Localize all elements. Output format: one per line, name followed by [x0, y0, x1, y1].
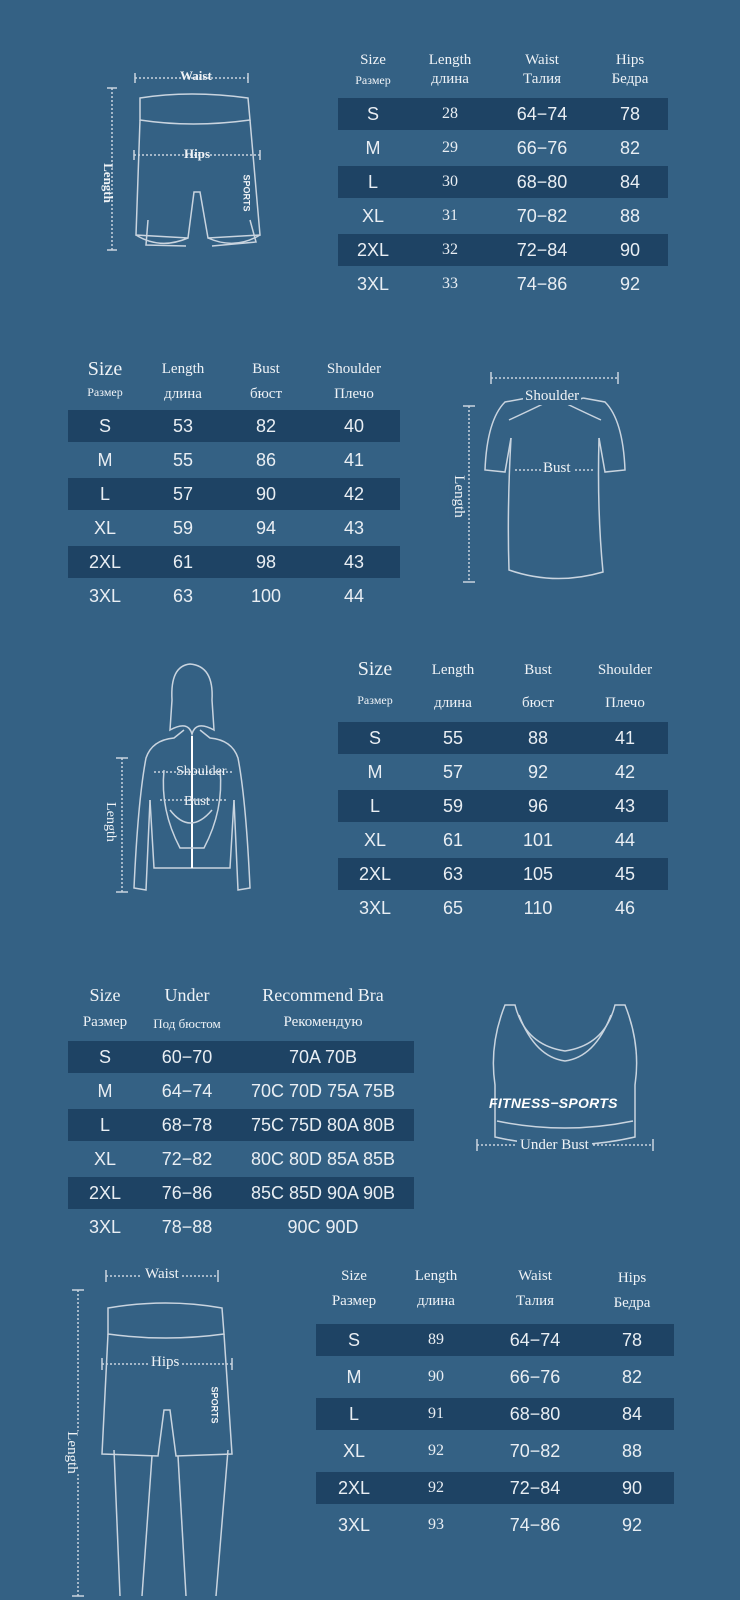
shoulder-label: Shoulder	[525, 388, 580, 404]
value-cell: 66−76	[509, 1367, 561, 1387]
length-label: Length	[102, 802, 118, 842]
hips-label: Hips	[148, 1354, 182, 1371]
size-cell: S	[347, 1330, 360, 1350]
table-row	[338, 268, 668, 300]
size-cell: 3XL	[88, 1217, 122, 1237]
header-shoulder-ru: Плечо	[605, 695, 645, 711]
header-bust-ru: бюст	[521, 695, 555, 711]
value-cell: 78−88	[161, 1217, 213, 1237]
value-cell: 72−84	[516, 240, 568, 260]
waist-label: Waist	[142, 1266, 182, 1283]
size-cell: L	[99, 484, 110, 504]
table-row	[338, 200, 668, 232]
header-size: Size	[357, 658, 393, 680]
value-cell: 29	[442, 139, 458, 156]
waist-label: Waist	[180, 68, 212, 83]
header-length: Length	[431, 662, 475, 678]
header-size-ru: Размер	[357, 693, 393, 707]
size-cell: XL	[363, 830, 387, 850]
table-row	[338, 790, 668, 822]
header-waist-ru: Талия	[516, 1293, 554, 1309]
table-header	[316, 1268, 674, 1324]
table-row	[316, 1398, 674, 1430]
table-row	[68, 410, 400, 442]
value-cell: 78	[621, 1330, 643, 1350]
header-size: Size	[89, 985, 121, 1005]
value-cell: 85C 85D 90A 90B	[250, 1183, 396, 1203]
table-row	[316, 1361, 674, 1393]
tshirt-size-table	[68, 358, 400, 618]
value-cell: 100	[250, 586, 282, 606]
tshirt-illustration	[445, 360, 645, 590]
table-row	[68, 512, 400, 544]
value-cell: 68−78	[161, 1115, 213, 1135]
header-length: Length	[161, 361, 205, 377]
value-cell: 70A 70B	[288, 1047, 358, 1067]
value-cell: 98	[255, 552, 277, 572]
value-cell: 65	[442, 898, 464, 918]
size-cell: 3XL	[337, 1515, 371, 1535]
value-cell: 78	[619, 104, 641, 124]
value-cell: 92	[621, 1515, 643, 1535]
value-cell: 88	[527, 728, 549, 748]
value-cell: 88	[619, 206, 641, 226]
header-waist: Waist	[525, 52, 559, 68]
value-cell: 57	[442, 762, 464, 782]
value-cell: 57	[172, 484, 194, 504]
value-cell: 53	[172, 416, 194, 436]
value-cell: 84	[621, 1404, 643, 1424]
size-cell: L	[369, 796, 380, 816]
bust-label: Bust	[543, 460, 571, 476]
table-row	[68, 1041, 414, 1073]
value-cell: 74−86	[516, 274, 568, 294]
value-cell: 92	[619, 274, 641, 294]
size-cell: L	[99, 1115, 110, 1135]
jacket-size-section	[0, 650, 740, 950]
table-row	[68, 444, 400, 476]
sports-logo-text: SPORTS	[209, 1386, 220, 1424]
value-cell: 90	[621, 1478, 643, 1498]
table-row	[68, 1211, 414, 1243]
value-cell: 28	[442, 105, 458, 122]
value-cell: 42	[614, 762, 636, 782]
table-row	[68, 580, 400, 612]
size-cell: M	[97, 450, 113, 470]
header-size-ru: Размер	[82, 1014, 128, 1030]
size-cell: S	[366, 104, 379, 124]
value-cell: 41	[614, 728, 636, 748]
value-cell: 70C 70D 75A 75B	[250, 1081, 396, 1101]
table-row	[316, 1472, 674, 1504]
header-size: Size	[87, 358, 123, 380]
header-length-ru: длина	[431, 71, 469, 87]
length-label: Length	[100, 163, 116, 203]
value-cell: 92	[527, 762, 549, 782]
value-cell: 60−70	[161, 1047, 213, 1067]
size-cell: 2XL	[88, 1183, 122, 1203]
header-length-ru: длина	[434, 695, 472, 711]
header-size: Size	[341, 1268, 367, 1284]
value-cell: 43	[614, 796, 636, 816]
bra-illustration	[475, 985, 655, 1185]
pants-size-table	[316, 1268, 674, 1558]
header-shoulder: Shoulder	[597, 662, 653, 678]
table-row	[338, 858, 668, 890]
length-label: Length	[450, 475, 467, 518]
value-cell: 90	[255, 484, 277, 504]
value-cell: 82	[619, 138, 641, 158]
table-row	[338, 892, 668, 924]
value-cell: 61	[172, 552, 194, 572]
value-cell: 66−76	[516, 138, 568, 158]
value-cell: 31	[442, 207, 458, 224]
header-size: Size	[360, 52, 386, 68]
value-cell: 105	[522, 864, 554, 884]
size-cell: M	[346, 1367, 362, 1387]
header-shoulder: Shoulder	[326, 361, 382, 377]
table-row	[338, 824, 668, 856]
value-cell: 94	[255, 518, 277, 538]
value-cell: 63	[172, 586, 194, 606]
header-length: Length	[414, 1268, 458, 1284]
value-cell: 32	[442, 241, 458, 258]
value-cell: 92	[428, 1442, 444, 1459]
table-row	[316, 1509, 674, 1541]
value-cell: 80C 80D 85A 85B	[250, 1149, 396, 1169]
fitness-sports-brand: FITNESS−SPORTS	[489, 1095, 618, 1111]
header-length-ru: длина	[417, 1293, 455, 1309]
value-cell: 45	[614, 864, 636, 884]
table-row	[338, 132, 668, 164]
header-bust: Bust	[252, 361, 280, 377]
value-cell: 93	[428, 1516, 444, 1533]
header-under: Under	[164, 985, 210, 1005]
size-cell: 3XL	[356, 274, 390, 294]
jacket-size-table	[338, 658, 668, 932]
size-cell: S	[98, 416, 111, 436]
table-row	[338, 98, 668, 130]
shorts-size-section	[0, 0, 740, 320]
table-row	[68, 478, 400, 510]
length-label: Length	[63, 1431, 80, 1474]
size-cell: M	[97, 1081, 113, 1101]
value-cell: 59	[442, 796, 464, 816]
value-cell: 84	[619, 172, 641, 192]
table-row	[316, 1324, 674, 1356]
tshirt-size-section	[0, 340, 740, 640]
table-row	[338, 722, 668, 754]
value-cell: 68−80	[516, 172, 568, 192]
value-cell: 44	[614, 830, 636, 850]
size-cell: L	[367, 172, 378, 192]
table-row	[68, 1143, 414, 1175]
header-shoulder-ru: Плечо	[334, 386, 374, 402]
shorts-illustration	[100, 60, 280, 260]
header-bust-ru: бюст	[249, 386, 283, 402]
value-cell: 90	[619, 240, 641, 260]
value-cell: 86	[255, 450, 277, 470]
size-cell: 2XL	[358, 864, 392, 884]
value-cell: 76−86	[161, 1183, 213, 1203]
header-size-ru: Размер	[87, 385, 123, 399]
table-row	[68, 1177, 414, 1209]
value-cell: 68−80	[509, 1404, 561, 1424]
size-cell: XL	[342, 1441, 366, 1461]
value-cell: 64−74	[516, 104, 568, 124]
size-cell: M	[365, 138, 381, 158]
header-hips-ru: Бедра	[613, 1295, 651, 1311]
header-waist-ru: Талия	[523, 71, 561, 87]
header-size-ru: Размер	[355, 73, 391, 87]
shorts-size-table	[338, 52, 668, 304]
value-cell: 33	[442, 275, 458, 292]
value-cell: 59	[172, 518, 194, 538]
header-recommend-bra: Recommend Bra	[262, 985, 384, 1005]
shoulder-label: Shoulder	[176, 764, 227, 779]
table-header	[68, 358, 400, 410]
header-under-ru: Под бюстом	[153, 1016, 221, 1031]
header-recommend-bra-ru: Рекомендую	[283, 1014, 363, 1030]
header-size-ru: Размер	[331, 1293, 377, 1309]
header-hips: Hips	[617, 1270, 647, 1286]
value-cell: 46	[614, 898, 636, 918]
value-cell: 64−74	[509, 1330, 561, 1350]
bust-label: Bust	[184, 794, 210, 809]
pants-illustration	[63, 1260, 286, 1600]
value-cell: 72−82	[161, 1149, 213, 1169]
table-row	[68, 546, 400, 578]
size-cell: 3XL	[358, 898, 392, 918]
value-cell: 82	[621, 1367, 643, 1387]
bra-size-section	[0, 975, 740, 1245]
size-cell: S	[368, 728, 381, 748]
value-cell: 70−82	[516, 206, 568, 226]
value-cell: 110	[523, 898, 553, 918]
value-cell: 30	[442, 173, 458, 190]
header-hips-ru: Бедра	[611, 71, 649, 87]
size-cell: XL	[93, 1149, 117, 1169]
value-cell: 82	[255, 416, 277, 436]
value-cell: 64−74	[161, 1081, 213, 1101]
table-row	[338, 166, 668, 198]
value-cell: 61	[442, 830, 464, 850]
table-row	[316, 1435, 674, 1467]
value-cell: 55	[442, 728, 464, 748]
value-cell: 70−82	[509, 1441, 561, 1461]
value-cell: 43	[343, 518, 365, 538]
value-cell: 96	[527, 796, 549, 816]
size-cell: 2XL	[356, 240, 390, 260]
jacket-illustration	[100, 660, 280, 910]
value-cell: 63	[442, 864, 464, 884]
value-cell: 90C 90D	[287, 1217, 359, 1237]
size-cell: M	[367, 762, 383, 782]
table-header	[68, 985, 414, 1041]
value-cell: 41	[343, 450, 365, 470]
table-row	[338, 756, 668, 788]
bra-size-table	[68, 985, 414, 1241]
sports-logo-text: SPORTS	[241, 174, 252, 212]
value-cell: 75C 75D 80A 80B	[250, 1115, 396, 1135]
value-cell: 101	[522, 830, 554, 850]
value-cell: 89	[428, 1331, 444, 1348]
header-waist: Waist	[518, 1268, 552, 1284]
value-cell: 40	[343, 416, 365, 436]
value-cell: 74−86	[509, 1515, 561, 1535]
size-cell: 2XL	[88, 552, 122, 572]
size-cell: XL	[93, 518, 117, 538]
size-cell: XL	[361, 206, 385, 226]
value-cell: 42	[343, 484, 365, 504]
value-cell: 72−84	[509, 1478, 561, 1498]
table-row	[68, 1075, 414, 1107]
table-row	[68, 1109, 414, 1141]
table-header	[338, 658, 668, 722]
hips-label: Hips	[184, 146, 211, 161]
header-length-ru: длина	[164, 386, 202, 402]
value-cell: 91	[428, 1405, 444, 1422]
table-header	[338, 52, 668, 98]
value-cell: 55	[172, 450, 194, 470]
header-bust: Bust	[524, 662, 552, 678]
value-cell: 88	[621, 1441, 643, 1461]
size-cell: 2XL	[337, 1478, 371, 1498]
header-length: Length	[428, 52, 472, 68]
header-hips: Hips	[615, 52, 645, 68]
value-cell: 90	[428, 1368, 444, 1385]
size-cell: S	[98, 1047, 111, 1067]
value-cell: 92	[428, 1479, 444, 1496]
size-cell: L	[348, 1404, 359, 1424]
value-cell: 44	[343, 586, 365, 606]
size-cell: 3XL	[88, 586, 122, 606]
table-row	[338, 234, 668, 266]
value-cell: 43	[343, 552, 365, 572]
under-bust-label: Under Bust	[517, 1137, 592, 1154]
pants-size-section	[0, 1250, 740, 1600]
